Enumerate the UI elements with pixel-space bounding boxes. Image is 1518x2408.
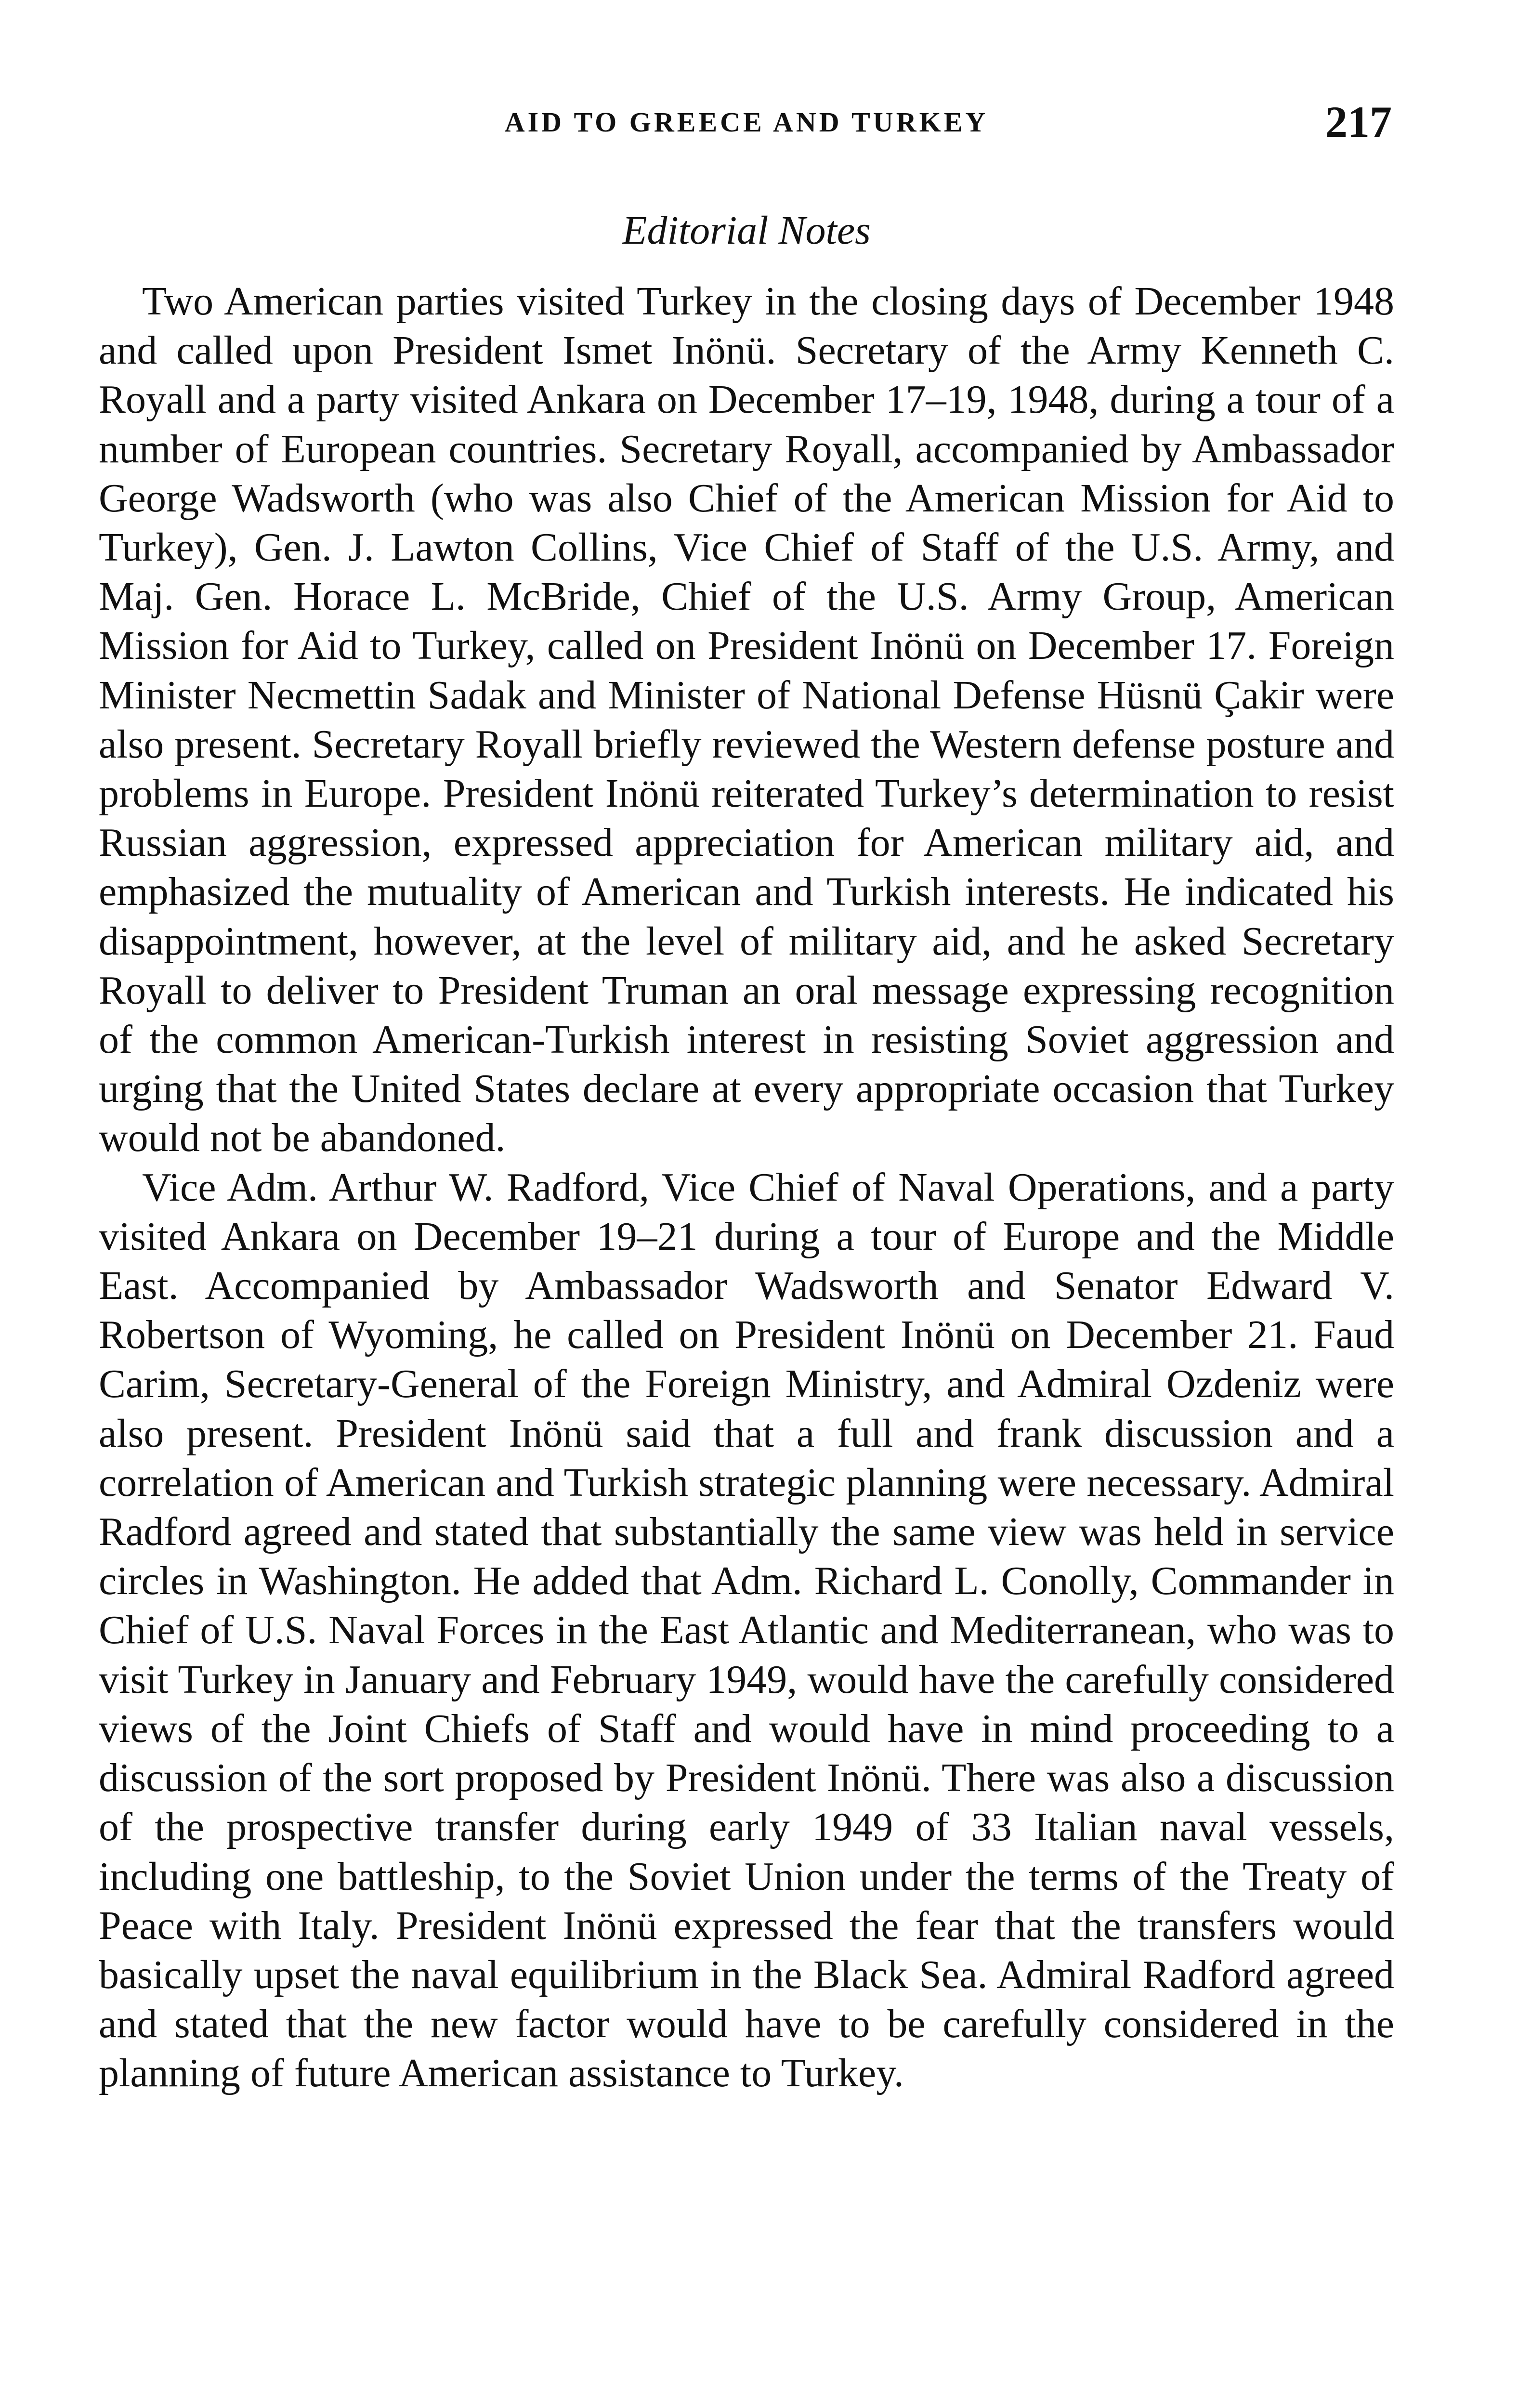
running-title: AID TO GREECE AND TURKEY xyxy=(504,106,989,138)
page-number: 217 xyxy=(1325,97,1392,146)
body-text xyxy=(99,277,1394,2098)
paragraph-radford-visit: Vice Adm. Arthur W. Radford, Vice Chief of Naval Operations, and a party visited Ankara on December 19–21 during a tour of Europe and the Middle East. Accompanied by Ambassador Wadsworth and Senator Edward V. Robertson of Wyoming, he called on President Inönü on December 21. Faud Carim, Secretary-General of the Foreign Ministry, and Admiral Ozdeniz were also present. President Inönü said that a full and frank discussion and a correlation of American and Turkish strategic planning were necessary. Admiral Radford agreed and stated that substantially the same view was held in service circles in Washington. He added that Adm. Richard L. Conolly, Commander in Chief of U.S. Naval Forces in the East Atlantic and Mediterranean, who was to visit Turkey in January and February 1949, would have the carefully considered views of the Joint Chiefs of Staff and would have in mind proceeding to a discussion of the sort proposed by President Inönü. There was also a discussion of the prospective transfer during early 1949 of 33 Italian naval vessels, including one battleship, to the Soviet Union under the terms of the Treaty of Peace with Italy. President Inönü expressed the fear that the transfers would basically upset the naval equilibrium in the Black Sea. Admiral Radford agreed and stated that the new factor would have to be carefully considered in the planning of future American assistance to Turkey. xyxy=(99,1165,1394,2096)
paragraph-royall-visit: Two American parties visited Turkey in the closing days of December 1948 and called upon President Ismet Inönü. Secretary of the Army Kenneth C. Royall and a party visited Ankara on December 17–19, 1948, during a tour of a number of European countries. Secretary Royall, accompanied by Ambassador George Wadsworth (who was also Chief of the American Mission for Aid to Turkey), Gen. J. Lawton Collins, Vice Chief of Staff of the U.S. Army, and Maj. Gen. Horace L. McBride, Chief of the U.S. Army Group, American Mission for Aid to Turkey, called on President Inönü on December 17. Foreign Minister Necmettin Sadak and Minister of National Defense Hüsnü Çakir were also present. Secretary Royall briefly reviewed the Western defense posture and problems in Europe. President Inönü reiterated Turkey’s determination to resist Russian aggression, expressed appreciation for American military aid, and emphasized the mutuality of American and Turkish interests. He indicated his disappointment, however, at the level of military aid, and he asked Secretary Royall to deliver to President Truman an oral message expressing recognition of the common American-Turkish interest in resisting Soviet aggression and urging that the United States declare at every appropriate occasion that Turkey would not be abandoned. xyxy=(99,279,1394,1161)
section-heading: Editorial Notes xyxy=(622,208,871,253)
running-head xyxy=(101,96,1392,154)
